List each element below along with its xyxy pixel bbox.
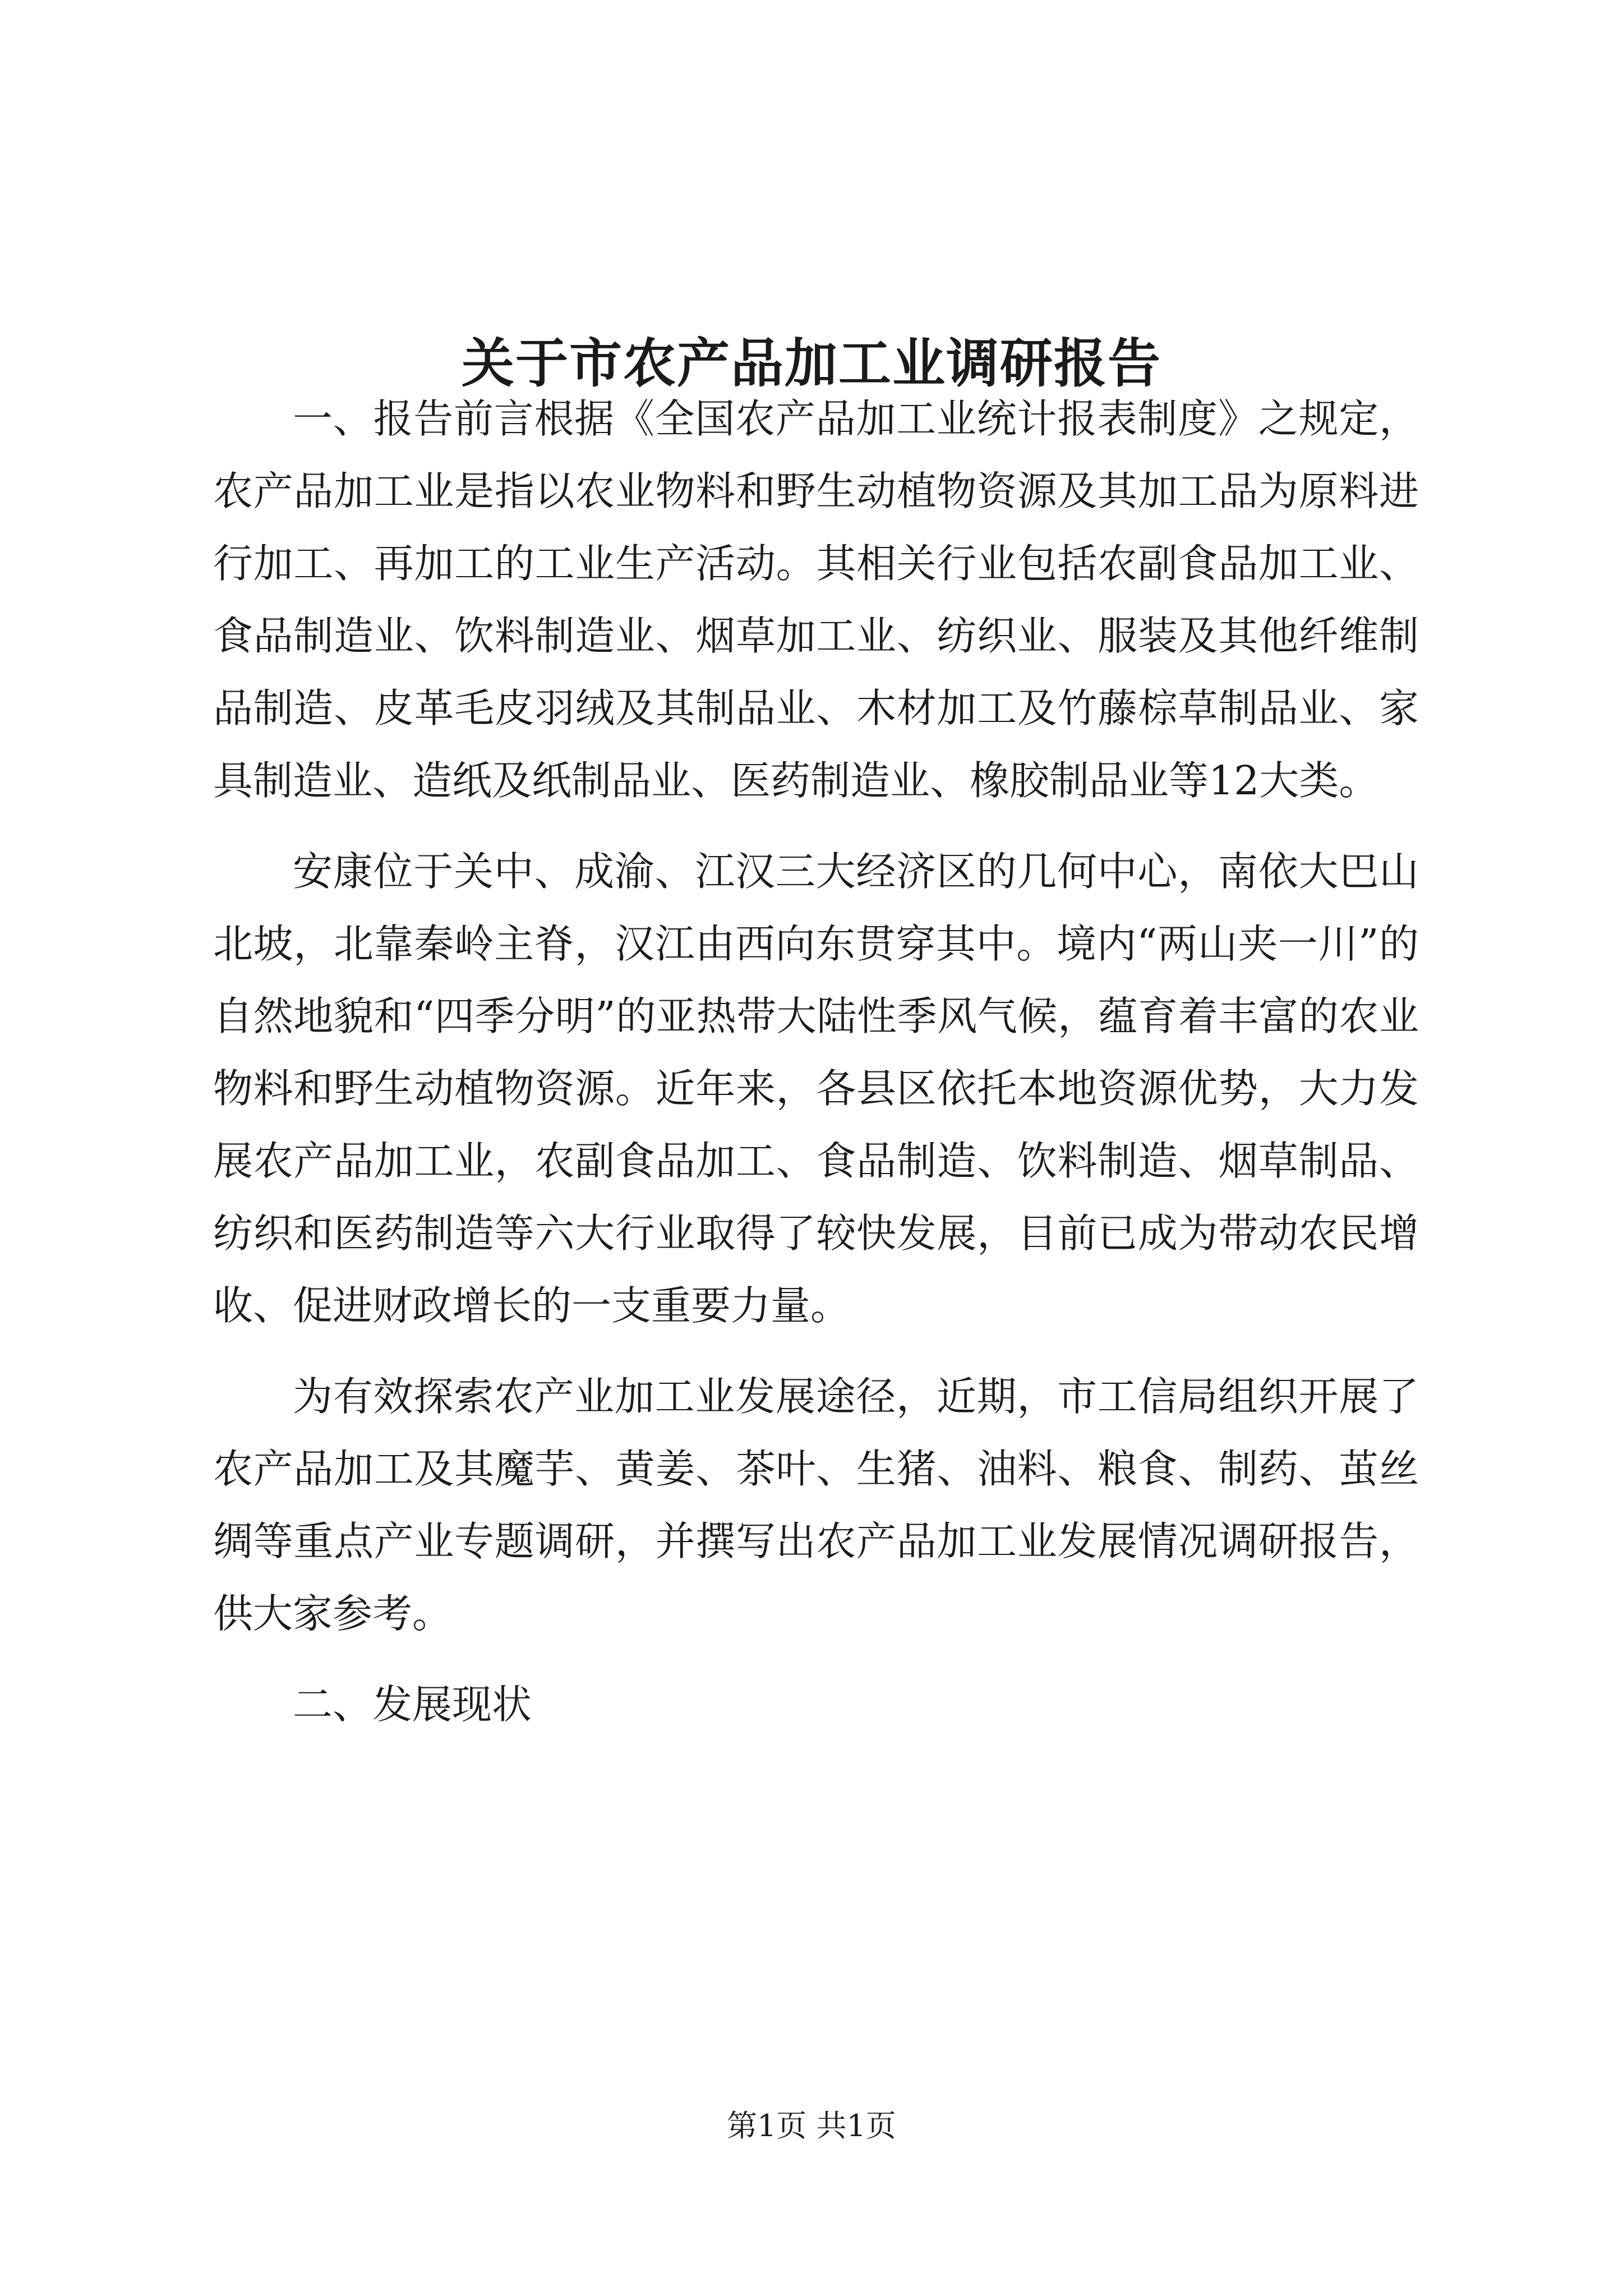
document-body	[213, 383, 1419, 1741]
page-footer: 第1页 共1页	[727, 2108, 896, 2143]
paragraph-ankang-overview: 安康位于关中、成渝、江汉三大经济区的几何中心，南依大巴山北坡，北靠秦岭主脊，汉江由西向东贯穿其中。境内“两山夹一川”的自然地貌和“四季分明”的亚热带大陆性季风气候，蕴育着丰富的农业物料和野生动植物资源。近年来，各县区依托本地资源优势，大力发展农产品加工业，农副食品加工、食品制造、饮料制造、烟草制品、纺织和医药制造等六大行业取得了较快发展，目前已成为带动农民增收、促进财政增长的一支重要力量。	[213, 848, 1419, 1329]
section-heading-status: 二、发展现状	[293, 1681, 532, 1728]
paragraph-research-purpose: 为有效探索农产业加工业发展途径，近期，市工信局组织开展了农产品加工及其魔芋、黄姜、茶叶、生猪、油料、粮食、制药、茧丝绸等重点产业专题调研，并撰写出农产品加工业发展情况调研报告，供大家参考。	[213, 1373, 1419, 1637]
paragraph-preface: 一、报告前言根据《全国农产品加工业统计报表制度》之规定，农产品加工业是指以农业物料和野生动植物资源及其加工品为原料进行加工、再加工的工业生产活动。其相关行业包括农副食品加工业、食品制造业、饮料制造业、烟草加工业、纺织业、服装及其他纤维制品制造、皮革毛皮羽绒及其制品业、木材加工及竹藤棕草制品业、家具制造业、造纸及纸制品业、医药制造业、橡胶制品业等12大类。	[213, 395, 1419, 804]
document-title: 关于市农产品加工业调研报告	[461, 332, 1161, 394]
